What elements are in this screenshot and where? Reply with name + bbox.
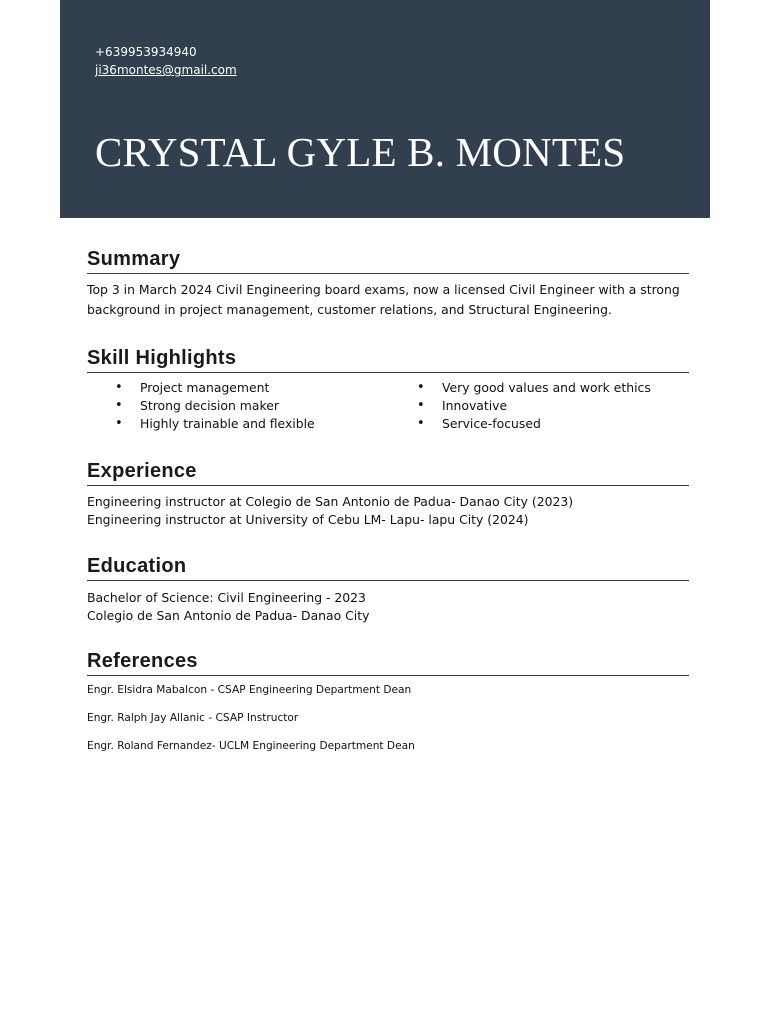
experience-heading: Experience xyxy=(87,458,689,486)
skill-item: • Service-focused xyxy=(417,415,651,433)
experience-section xyxy=(87,458,689,528)
education-item: Bachelor of Science: Civil Engineering - 2023 xyxy=(87,590,366,605)
experience-item: Engineering instructor at Colegio de San Antonio de Padua- Danao City (2023) xyxy=(87,494,574,509)
education-heading: Education xyxy=(87,553,689,581)
header-banner xyxy=(60,0,710,218)
skills-columns xyxy=(87,379,689,433)
candidate-name: CRYSTAL GYLE B. MONTES xyxy=(95,129,626,175)
contact-block xyxy=(95,43,237,79)
experience-item: Engineering instructor at University of Cebu LM- Lapu- lapu City (2024) xyxy=(87,511,529,527)
references-section xyxy=(87,648,689,767)
summary-text: Top 3 in March 2024 Civil Engineering board exams, now a licensed Civil Engineer with a strong background in project management, customer relations, and Structural Engineering. xyxy=(87,282,680,317)
experience-list xyxy=(87,493,689,528)
education-section xyxy=(87,553,689,624)
skills-section xyxy=(87,345,689,433)
skill-item: • Highly trainable and flexible xyxy=(115,415,417,433)
education-list xyxy=(87,589,689,624)
skills-left-list xyxy=(115,379,417,433)
education-item: Colegio de San Antonio de Padua- Danao City xyxy=(87,607,370,623)
skill-item: • Very good values and work ethics xyxy=(417,379,651,397)
skill-item: • Innovative xyxy=(417,397,651,415)
email-link[interactable]: ji36montes@gmail.com xyxy=(95,63,237,77)
references-heading: References xyxy=(87,648,689,676)
reference-item: Engr. Elsidra Mabalcon - CSAP Engineering Department Dean xyxy=(87,684,412,696)
summary-section xyxy=(87,246,689,320)
phone-number: +639953934940 xyxy=(95,45,197,59)
skills-right-list xyxy=(417,379,651,433)
skill-item: • Strong decision maker xyxy=(115,397,417,415)
skill-item: • Project management xyxy=(115,379,417,397)
resume-page xyxy=(60,0,710,1024)
skills-heading: Skill Highlights xyxy=(87,345,689,373)
summary-heading: Summary xyxy=(87,246,689,274)
reference-item: Engr. Ralph Jay Allanic - CSAP Instructor xyxy=(87,712,299,724)
reference-item: Engr. Roland Fernandez- UCLM Engineering Department Dean xyxy=(87,740,415,752)
references-list xyxy=(87,683,689,753)
